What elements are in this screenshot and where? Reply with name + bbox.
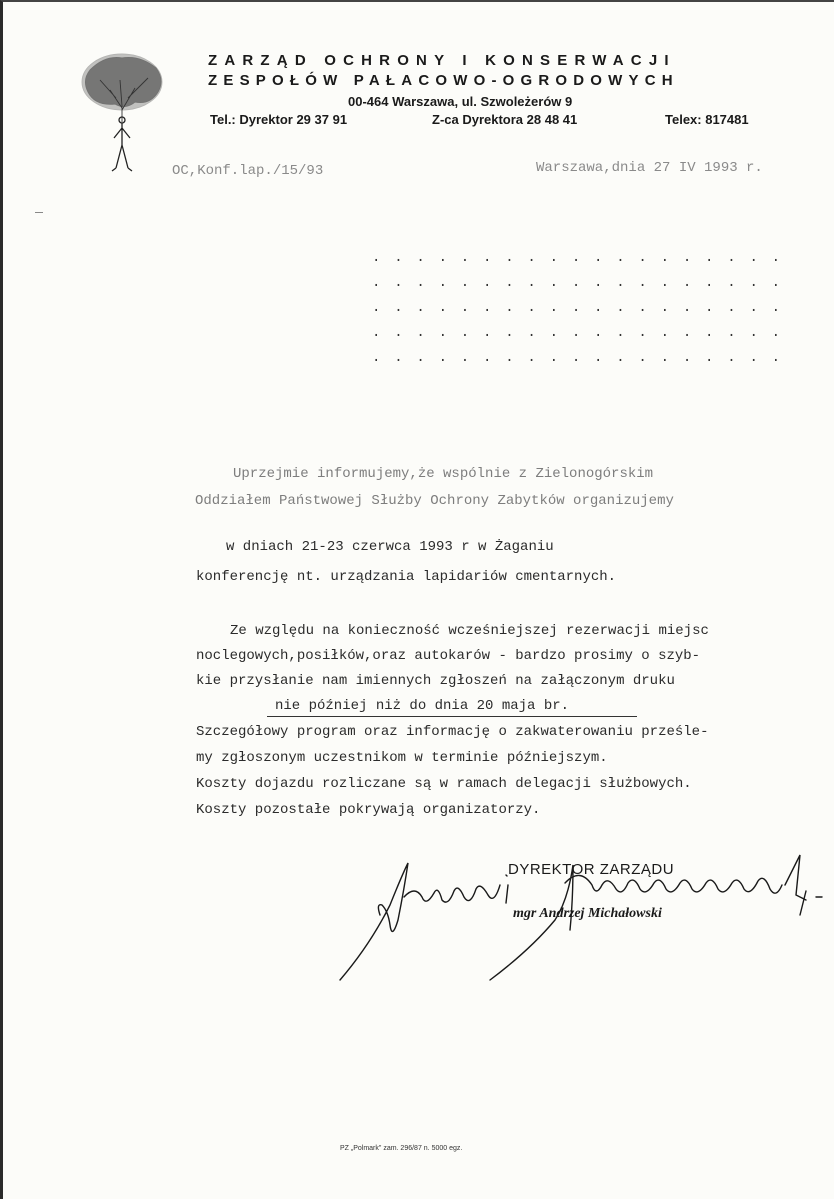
deadline-underline [267, 716, 637, 717]
date-line: Warszawa,dnia 27 IV 1993 r. [536, 160, 763, 176]
body-line: w dniach 21-23 czerwca 1993 r w Żaganiu [226, 539, 554, 555]
body-line: Koszty dojazdu rozliczane są w ramach delegacji służbowych. [196, 776, 692, 792]
address-placeholder-line: . . . . . . . . . . . . . . . . . . . [372, 325, 783, 341]
address-placeholder-line: . . . . . . . . . . . . . . . . . . . [372, 300, 783, 316]
body-line: Szczegółowy program oraz informację o zakwaterowaniu prześle- [196, 724, 709, 740]
signature-title-stamp: DYREKTOR ZARZĄDU [508, 861, 675, 878]
body-line: Oddziałem Państwowej Służby Ochrony Zabytków organizujemy [195, 493, 674, 509]
body-line: konferencję nt. urządzania lapidariów cmentarnych. [196, 569, 617, 585]
institution-name-line1: ZARZĄD OCHRONY I KONSERWACJI [208, 52, 676, 69]
fold-mark [35, 212, 43, 213]
tree-figure-logo [80, 50, 165, 175]
deadline-line: nie później niż do dnia 20 maja br. [275, 698, 570, 714]
body-line: Ze względu na konieczność wcześniejszej rezerwacji miejsc [230, 623, 709, 639]
tel-director: Tel.: Dyrektor 29 37 91 [210, 112, 348, 127]
institution-address: 00-464 Warszawa, ul. Szwoleżerów 9 [348, 94, 573, 109]
body-line: noclegowych,posiłków,oraz autokarów - bardzo prosimy o szyb- [196, 648, 701, 664]
body-line: my zgłoszonym uczestnikom w terminie późniejszym. [196, 750, 608, 766]
body-line: kie przysłanie nam imiennych zgłoszeń na załączonym druku [196, 673, 675, 689]
address-placeholder-line: . . . . . . . . . . . . . . . . . . . [372, 275, 783, 291]
body-line: Koszty pozostałe pokrywają organizatorzy. [196, 802, 541, 818]
address-placeholder-line: . . . . . . . . . . . . . . . . . . . [372, 250, 783, 266]
institution-name-line2: ZESPOŁÓW PAŁACOWO-OGRODOWYCH [208, 72, 679, 89]
signatory-name-stamp: mgr Andrzej Michałowski [513, 906, 662, 921]
handwritten-signature [330, 845, 830, 985]
telex-number: Telex: 817481 [665, 112, 749, 127]
body-line: Uprzejmie informujemy,że wspólnie z Zielonogórskim [233, 466, 654, 482]
reference-number: OC,Konf.lap./15/93 [172, 163, 324, 179]
tel-deputy-director: Z-ca Dyrektora 28 48 41 [432, 112, 578, 127]
address-placeholder-line: . . . . . . . . . . . . . . . . . . . [372, 350, 783, 366]
printer-imprint: PZ „Polmark" zam. 296/87 n. 5000 egz. [340, 1145, 463, 1152]
